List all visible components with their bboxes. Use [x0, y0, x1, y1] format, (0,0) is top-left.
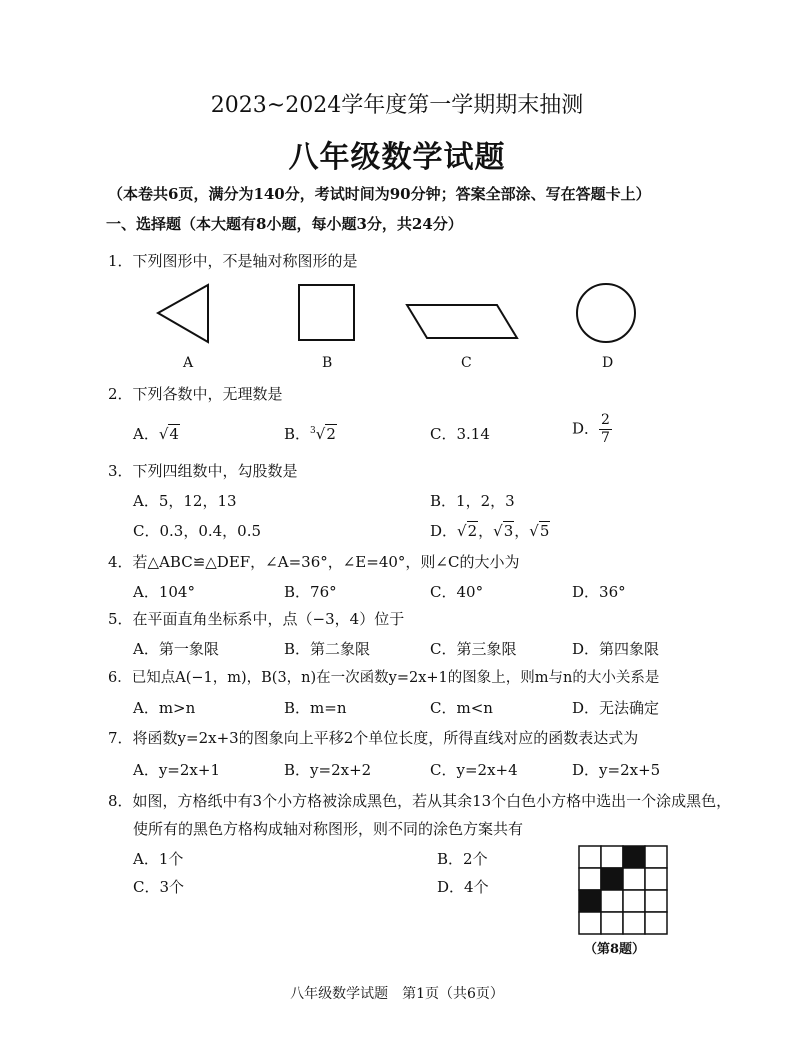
q6-option-a: A．m>n: [133, 699, 196, 717]
q3-option-c: C．0.3，0.4，0.5: [133, 522, 262, 540]
q1-label-a: A: [183, 355, 194, 371]
exam-title-line2: 八年级数学试题: [288, 140, 506, 175]
q7-option-a: A．y=2x+1: [133, 761, 220, 779]
q5-option-b: B．第二象限: [284, 640, 371, 658]
q8-option-d: D．4个: [437, 878, 489, 896]
q8-grid-figure: [578, 845, 668, 935]
q2-option-a: A．√4: [133, 425, 179, 443]
grid-cell-black: [623, 846, 645, 868]
q6-option-d: D．无法确定: [572, 699, 660, 717]
q8-option-b: B．2个: [437, 850, 488, 868]
q7-stem: 7．将函数y=2x+3的图象向上平移2个单位长度，所得直线对应的函数表达式为: [108, 729, 639, 747]
q4-stem: 4．若△ABC≌△DEF，∠A=36°，∠E=40°，则∠C的大小为: [108, 553, 520, 571]
q2-option-d: D． $\frac{2}{7}$: [572, 412, 610, 446]
q7-option-c: C．y=2x+4: [430, 761, 518, 779]
q6-stem: 6．已知点A(−1，m)，B(3，n)在一次函数y=2x+1的图象上，则m与n的大小关系是: [108, 670, 660, 686]
grid-cell-white: [601, 846, 623, 868]
q2-stem: 2．下列各数中，无理数是: [108, 385, 283, 403]
q1-figures: [150, 280, 650, 350]
q5-option-d: D．第四象限: [572, 640, 660, 658]
grid-cell-white: [579, 846, 601, 868]
q2-option-b: B．$^3$√2: [284, 425, 336, 443]
q5-stem: 5．在平面直角坐标系中，点（−3，4）位于: [108, 610, 405, 628]
grid-cell-white: [623, 868, 645, 890]
q5-option-c: C．第三象限: [430, 640, 517, 658]
grid-cell-white: [645, 868, 667, 890]
grid-cell-black: [579, 890, 601, 912]
q1-square-figure: [299, 285, 354, 340]
q3-option-a: A．5，12，13: [133, 492, 237, 510]
q1-label-c: C: [461, 355, 472, 371]
q6-option-b: B．m=n: [284, 699, 347, 717]
q7-option-b: B．y=2x+2: [284, 761, 372, 779]
q2-option-c: C．3.14: [430, 425, 490, 443]
q8-option-c: C．3个: [133, 878, 185, 896]
q1-label-d: D: [602, 355, 614, 371]
q8-stem-line2: 使所有的黑色方格构成轴对称图形，则不同的涂色方案共有: [133, 820, 524, 838]
q1-parallelogram-figure: [407, 305, 517, 338]
q1-stem: 1．下列图形中，不是轴对称图形的是: [108, 252, 358, 270]
q3-option-d: D．√2，√3，√5: [430, 522, 550, 540]
q7-option-d: D．y=2x+5: [572, 761, 661, 779]
q4-option-b: B．76°: [284, 583, 337, 601]
q3-option-b: B．1，2，3: [430, 492, 515, 510]
grid-cell-white: [579, 868, 601, 890]
q8-caption: （第8题）: [584, 942, 646, 957]
grid-cell-white: [645, 912, 667, 934]
grid-cell-black: [601, 868, 623, 890]
grid-cell-white: [645, 890, 667, 912]
grid-cell-white: [601, 890, 623, 912]
q1-label-b: B: [322, 355, 333, 371]
grid-cell-white: [623, 890, 645, 912]
q1-triangle-figure: [158, 285, 208, 342]
exam-note: （本卷共6页，满分为140分，考试时间为90分钟；答案全部涂、写在答题卡上）: [108, 185, 651, 203]
grid-cell-white: [645, 846, 667, 868]
page-footer: 八年级数学试题 第1页（共6页）: [290, 986, 504, 1002]
q6-option-c: C．m<n: [430, 699, 493, 717]
q4-option-c: C．40°: [430, 583, 484, 601]
q3-stem: 3．下列四组数中，勾股数是: [108, 462, 298, 480]
q8-option-a: A．1个: [133, 850, 184, 868]
section1-title: 一、选择题（本大题有8小题，每小题3分，共24分）: [106, 215, 463, 233]
q8-stem-line1: 8．如图，方格纸中有3个小方格被涂成黑色，若从其余13个白色小方格中选出一个涂成黑色，: [108, 792, 732, 810]
exam-title-line1: 2023~2024学年度第一学期期末抽测: [210, 93, 584, 118]
grid-cell-white: [623, 912, 645, 934]
q4-option-d: D．36°: [572, 583, 626, 601]
q5-option-a: A．第一象限: [133, 640, 219, 658]
q4-option-a: A．104°: [133, 583, 195, 601]
grid-cell-white: [601, 912, 623, 934]
q1-circle-figure: [577, 284, 635, 342]
grid-cell-white: [579, 912, 601, 934]
